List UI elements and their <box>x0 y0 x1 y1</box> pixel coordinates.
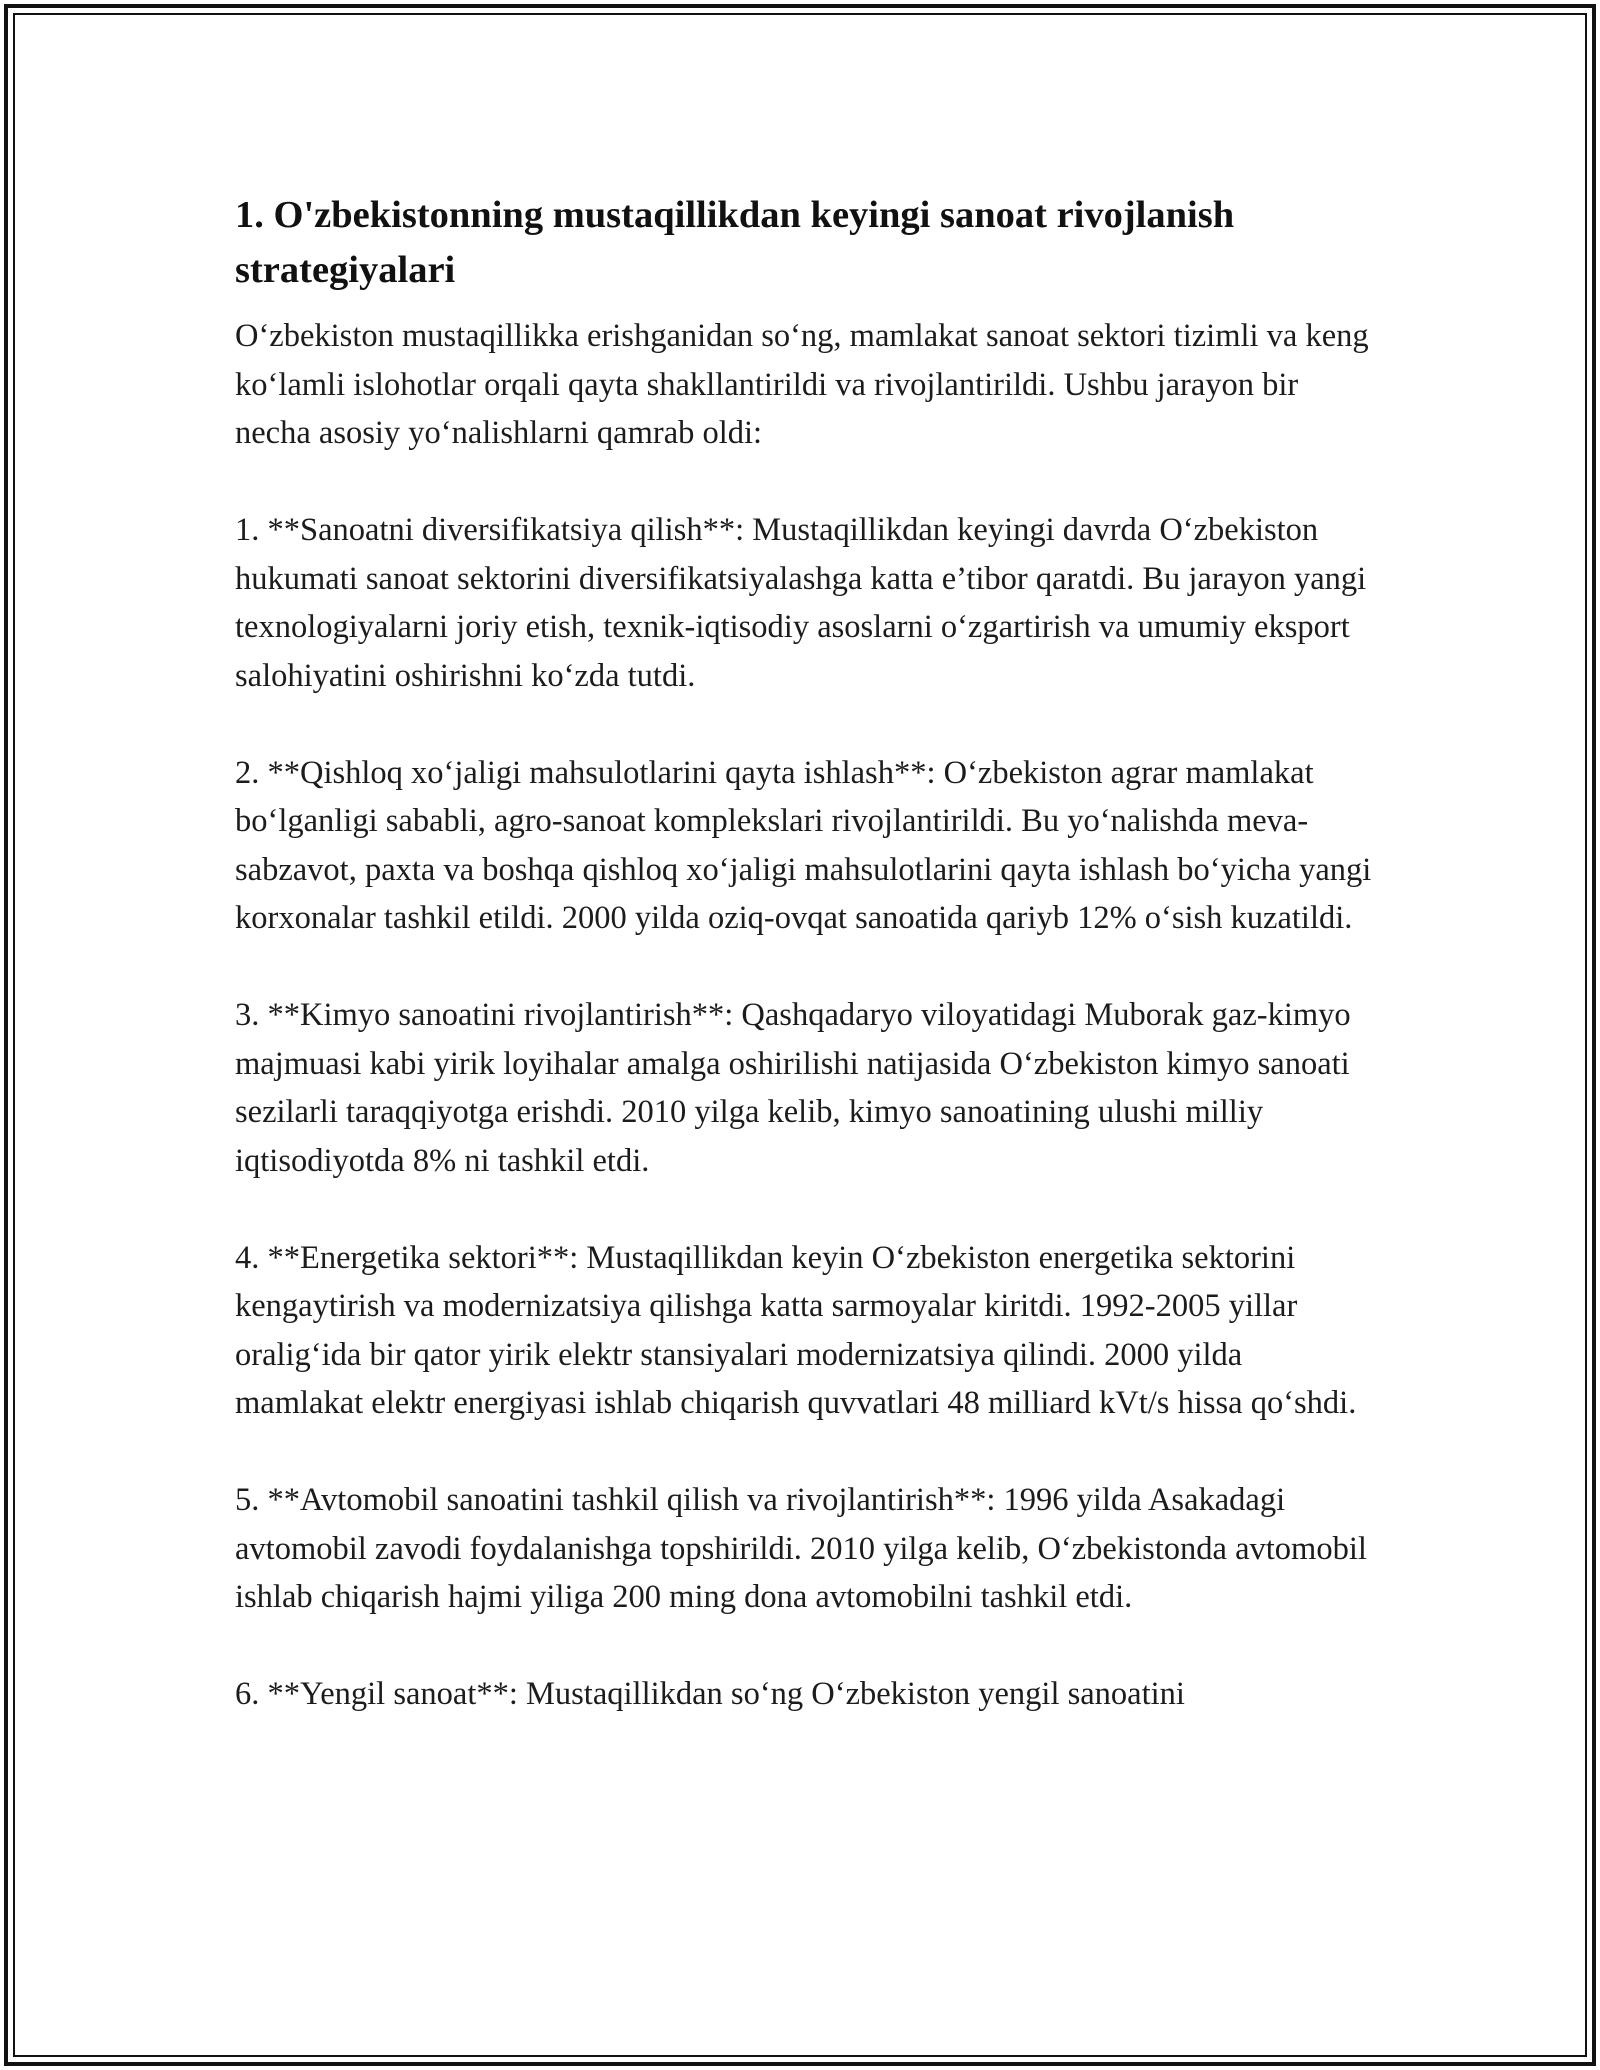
intro-paragraph: O‘zbekiston mustaqillikka erishganidan so‘ng, mamlakat sanoat sektori tizimli va keng ko‘lamli islohotlar orqali qayta shakllantirildi va rivojlantirildi. Ushbu jarayon bir necha asosiy yo‘nalishlarni qamrab oldi: <box>235 318 1369 451</box>
paragraph-energy-sector: 4. **Energetika sektori**: Mustaqillikdan keyin O‘zbekiston energetika sektorini kengaytirish va modernizatsiya qilishga katta sarmoyalar kiritdi. 1992-2005 yillar oralig‘ida bir qator yirik elektr stansiyalari modernizatsiya qilindi. 2000 yilda mamlakat elektr energiyasi ishlab chiqarish quvvatlari 48 milliard kVt/s hissa qo‘shdi. <box>235 1239 1357 1421</box>
section-heading: 1. O'zbekistonning mustaqillikdan keyingi sanoat rivojlanish strategiyalari <box>235 194 1235 291</box>
paragraph-automotive-industry: 5. **Avtomobil sanoatini tashkil qilish va rivojlantirish**: 1996 yilda Asakadagi avtomobil zavodi foydalanishga topshirildi. 2010 yilga kelib, O‘zbekistonda avtomobil ishlab chiqarish hajmi yiliga 200 ming dona avtomobilni tashkil etdi. <box>235 1482 1367 1615</box>
document-body <box>235 188 1375 1767</box>
paragraph-agriculture-processing: 2. **Qishloq xo‘jaligi mahsulotlarini qayta ishlash**: O‘zbekiston agrar mamlakat bo‘lganligi sababli, agro-sanoat komplekslari rivojlantirildi. Bu yo‘nalishda meva-sabzavot, paxta va boshqa qishloq xo‘jaligi mahsulotlarini qayta ishlash bo‘yicha yangi korxonalar tashkil etildi. 2000 yilda oziq-ovqat sanoatida qariyb 12% o‘sish kuzatildi. <box>235 754 1372 936</box>
paragraph-light-industry: 6. **Yengil sanoat**: Mustaqillikdan so‘ng O‘zbekiston yengil sanoatini <box>235 1676 1185 1712</box>
paragraph-chemical-industry: 3. **Kimyo sanoatini rivojlantirish**: Qashqadaryo viloyatidagi Muborak gaz-kimyo majmuasi kabi yirik loyihalar amalga oshirilishi natijasida O‘zbekiston kimyo sanoati sezilarli taraqqiyotga erishdi. 2010 yilga kelib, kimyo sanoatining ulushi milliy iqtisodiyotda 8% ni tashkil etdi. <box>235 997 1351 1179</box>
paragraph-diversification: 1. **Sanoatni diversifikatsiya qilish**: Mustaqillikdan keyingi davrda O‘zbekiston hukumati sanoat sektorini diversifikatsiyalashga katta e’tibor qaratdi. Bu jarayon yangi texnologiyalarni joriy etish, texnik-iqtisodiy asoslarni o‘zgartirish va umumiy eksport salohiyatini oshirishni ko‘zda tutdi. <box>235 512 1367 694</box>
